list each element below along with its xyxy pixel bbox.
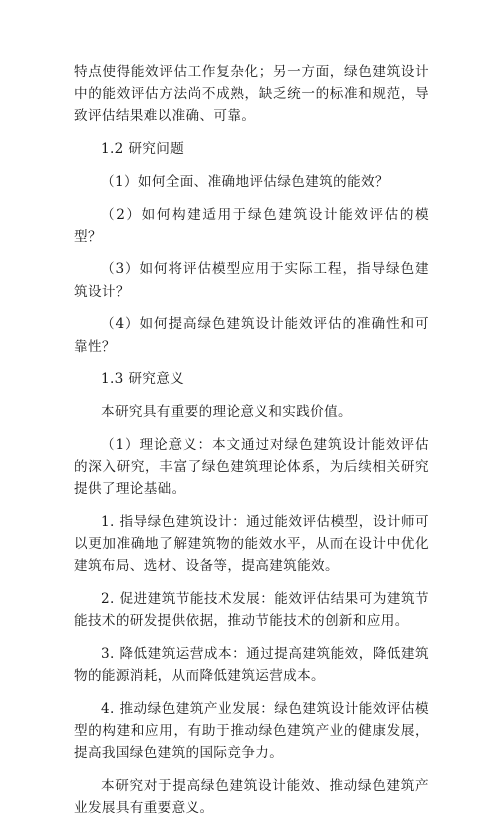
theoretical-significance: （1）理论意义：本文通过对绿色建筑设计能效评估的深入研究，丰富了绿色建筑理论体系，为后续相关研究提供了理论基础。 — [74, 436, 429, 498]
research-question-4: （4）如何提高绿色建筑设计能效评估的准确性和可靠性？ — [74, 316, 429, 355]
practical-point-3: 3. 降低建筑运营成本：通过提高建筑能效，降低建筑物的能源消耗，从而降低建筑运营成本。 — [74, 645, 429, 684]
research-question-2: （2）如何构建适用于绿色建筑设计能效评估的模型？ — [74, 206, 429, 245]
practical-point-1: 1. 指导绿色建筑设计：通过能效评估模型，设计师可以更加准确地了解建筑物的能效水平，从而在设计中优化建筑布局、选材、设备等，提高建筑能效。 — [74, 513, 429, 575]
paragraph-continuation: 特点使得能效评估工作复杂化；另一方面，绿色建筑设计中的能效评估方法尚不成熟，缺乏统一的标准和规范，导致评估结果难以准确、可靠。 — [74, 64, 429, 125]
section-heading-research-questions: 1.2 研究问题 — [101, 141, 185, 158]
research-question-1: （1）如何全面、准确地评估绿色建筑的能效？ — [101, 173, 389, 190]
practical-point-2: 2. 促进建筑节能技术发展：能效评估结果可为建筑节能技术的研发提供依据，推动节能技术的创新和应用。 — [74, 590, 429, 630]
practical-point-4: 4. 推动绿色建筑产业发展：绿色建筑设计能效评估模型的构建和应用，有助于推动绿色建筑产业的健康发展，提高我国绿色建筑的国际竞争力。 — [74, 700, 429, 762]
significance-intro: 本研究具有重要的理论意义和实践价值。 — [101, 403, 352, 420]
section-heading-research-significance: 1.3 研究意义 — [101, 371, 185, 388]
research-question-3: （3）如何将评估模型应用于实际工程，指导绿色建筑设计？ — [74, 261, 429, 300]
concluding-paragraph: 本研究对于提高绿色建筑设计能效、推动绿色建筑产业发展具有重要意义。 — [74, 777, 429, 816]
document-body — [74, 61, 429, 819]
